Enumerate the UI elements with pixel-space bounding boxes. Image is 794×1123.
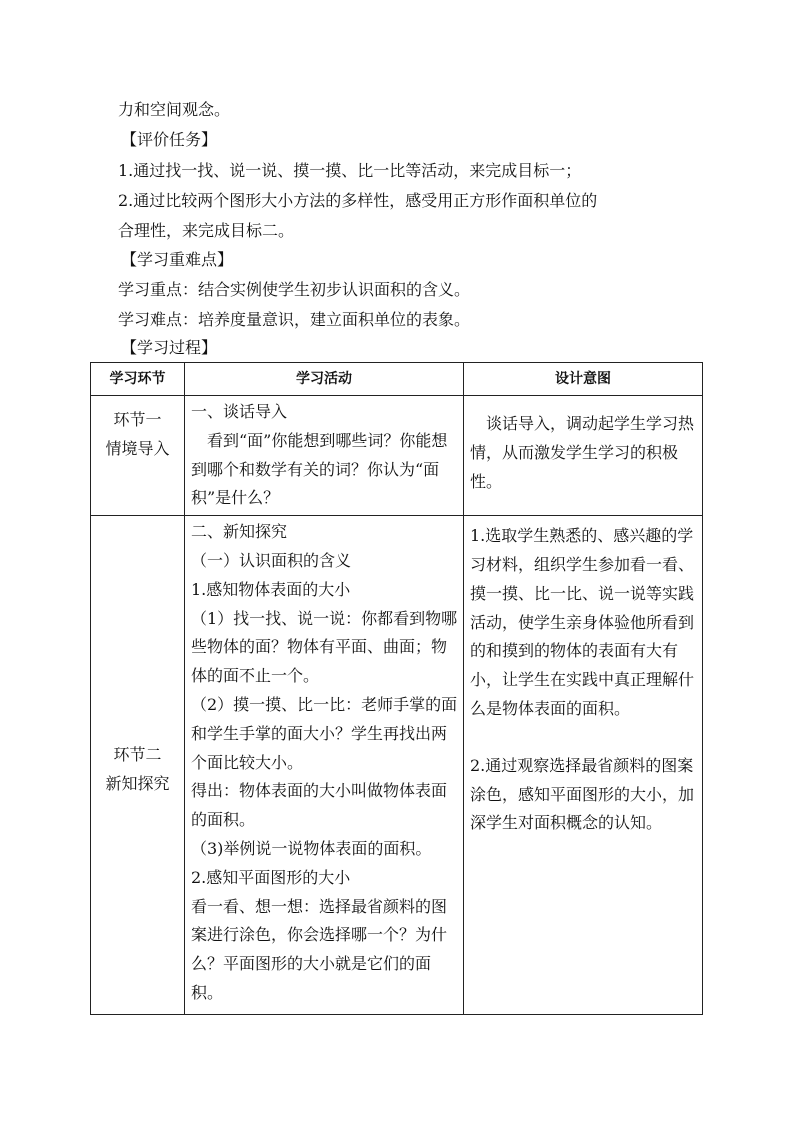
activity-line: 看到“面”你能想到哪些词？你能想到哪个和数学有关的词？你认为“面积”是什么？ (191, 430, 448, 508)
intro-line: 学习难点：培养度量意识，建立面积单位的表象。 (118, 310, 471, 329)
lesson-table (90, 362, 703, 1015)
activity-line: 看一看、想一想：选择最省颜料的图案进行涂色，你会选择哪一个？为什么？平面图形的大小就是它们的面积。 (191, 896, 448, 1002)
activity-line: 1.感知物体表面的大小 (191, 579, 351, 599)
activity-cell (185, 396, 464, 516)
intent-paragraph: 谈话导入，调动起学生学习热情，从而激发学生学习的积极性。 (470, 414, 695, 491)
intro-line: 1.通过找一找、说一说、摸一摸、比一比等活动，来完成目标一； (118, 161, 582, 180)
section-heading-process: 【学习过程】 (121, 338, 218, 357)
section-heading-key-points: 【学习重难点】 (121, 250, 234, 269)
activity-line: 二、新知探究 (191, 522, 288, 542)
table-row (91, 516, 703, 1015)
table-row (91, 396, 703, 516)
intent-cell (464, 396, 703, 516)
activity-line: 2.感知平面图形的大小 (191, 867, 351, 887)
intro-line: 合理性，来完成目标二。 (118, 221, 295, 240)
activity-line: （一）认识面积的含义 (191, 550, 352, 570)
stage-label: 新知探究 (105, 774, 170, 794)
column-header: 学习环节 (91, 363, 185, 396)
activity-line: （1）找一找、说一说：你都看到物哪些物体的面？物体有平面、曲面；物体的面不止一个。 (191, 608, 458, 686)
intent-paragraph: 1.选取学生熟悉的、感兴趣的学习材料，组织学生参加看一看、摸一摸、比一比、说一说等实践活动，使学生亲身体验他所看到的和摸到的物体的表面有大有小，让学生在实践中真正理解什么是物体表面的面积。 (470, 526, 695, 718)
intent-cell (464, 516, 703, 1015)
stage-label: 环节二 (113, 745, 162, 765)
intro-line: 学习重点：结合实例使学生初步认识面积的含义。 (118, 280, 471, 299)
intro-line: 力和空间观念。 (118, 100, 231, 119)
activity-cell (185, 516, 464, 1015)
intent-paragraph: 2.通过观察选择最省颜料的图案涂色，感知平面图形的大小，加深学生对面积概念的认知。 (470, 755, 695, 833)
activity-line: 得出：物体表面的大小叫做物体表面的面积。 (191, 781, 448, 830)
stage-label: 情境导入 (105, 438, 170, 458)
table-header-row (91, 363, 703, 396)
stage-label: 环节一 (113, 410, 162, 429)
column-header: 设计意图 (464, 363, 703, 396)
activity-line: （2）摸一摸、比一比：老师手掌的面和学生手掌的面大小？学生再找出两个面比较大小。 (191, 694, 458, 772)
activity-line: 一、谈话导入 (191, 402, 288, 421)
column-header: 学习活动 (185, 363, 464, 396)
stage-cell (91, 396, 185, 516)
intro-line: 2.通过比较两个图形大小方法的多样性，感受用正方形作面积单位的 (118, 191, 598, 210)
section-heading-evaluation: 【评价任务】 (121, 130, 218, 149)
stage-cell (91, 516, 185, 1015)
activity-line: （3)举例说一说物体表面的面积。 (191, 838, 432, 858)
